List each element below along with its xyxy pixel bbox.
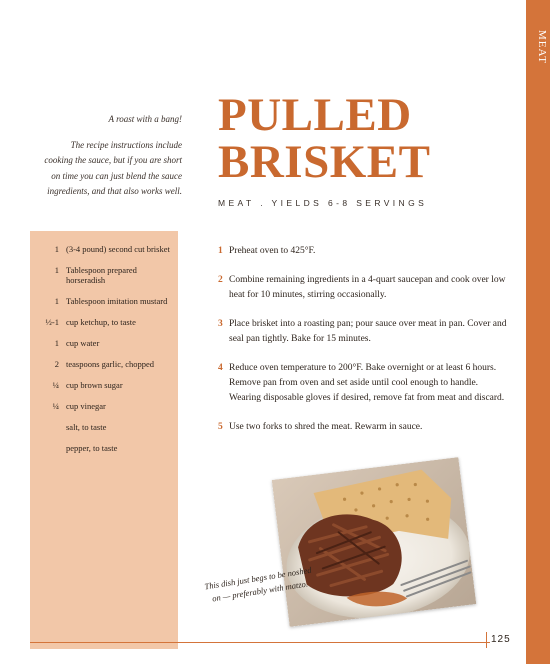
step-text: Reduce oven temperature to 200°F. Bake overnight or at least 6 hours. Remove pan from oven and set aside until cool enough to handle. Wearing disposable gloves if desired, remove fat from meat and discard.: [229, 363, 505, 403]
ingredient-text: cup vinegar: [66, 401, 106, 411]
intro-tagline: A roast with a bang!: [108, 114, 182, 124]
step-text: Use two forks to shred the meat. Rewarm in sauce.: [229, 422, 423, 432]
photo-caption: This dish just begs to be noshed on — preferably with matzo.: [203, 564, 313, 604]
ingredient-text: cup water: [66, 338, 100, 348]
title-line-1: PULLED: [218, 89, 412, 141]
ingredient-qty: [36, 443, 66, 453]
ingredient-item: [36, 265, 176, 285]
ingredient-text: cup ketchup, to taste: [66, 317, 136, 327]
ingredient-qty: ½-1: [45, 317, 59, 327]
intro-note: The recipe instructions include cooking the sauce, but if you are short on time you can just blend the sauce ingredients, and that also works well.: [44, 139, 182, 196]
ingredient-qty: ¼: [52, 401, 59, 411]
ingredient-item: [36, 338, 176, 348]
ingredient-item: [36, 380, 176, 390]
step-text: Preheat oven to 425°F.: [229, 246, 316, 256]
section-tab: [526, 0, 550, 664]
ingredient-qty: 1: [54, 338, 59, 348]
step-item: [218, 273, 508, 303]
ingredient-text: Tablespoon imitation mustard: [66, 296, 168, 306]
ingredient-text: salt, to taste: [66, 422, 107, 432]
ingredient-text: pepper, to taste: [66, 443, 118, 453]
ingredient-text: teaspoons garlic, chopped: [66, 359, 155, 369]
ingredient-item: [36, 244, 176, 254]
ingredient-qty: 1: [54, 265, 59, 275]
step-item: [218, 317, 508, 347]
recipe-intro: [40, 112, 182, 210]
footer-rule: [30, 642, 490, 643]
page-number: 125: [491, 634, 511, 645]
brisket-photo: [272, 457, 477, 627]
ingredients-list: [36, 244, 176, 464]
ingredient-qty: [36, 422, 66, 432]
step-number: 5: [218, 422, 223, 432]
ingredient-item: [36, 422, 176, 432]
ingredient-qty: 1: [54, 296, 59, 306]
step-number: 3: [218, 319, 223, 329]
ingredient-item: [36, 359, 176, 369]
ingredient-text: cup brown sugar: [66, 380, 123, 390]
title-line-2: BRISKET: [218, 136, 431, 188]
step-text: Place brisket into a roasting pan; pour sauce over meat in pan. Cover and seal pan tightly. Bake for 15 minutes.: [229, 319, 507, 344]
ingredient-qty: 2: [54, 359, 59, 369]
step-number: 1: [218, 246, 223, 256]
step-item: [218, 244, 508, 259]
recipe-subtitle: MEAT . YIELDS 6-8 SERVINGS: [218, 198, 428, 208]
step-item: [218, 361, 508, 406]
step-item: [218, 420, 508, 435]
ingredient-item: [36, 296, 176, 306]
step-number: 2: [218, 275, 223, 285]
ingredient-qty: ¼: [52, 380, 59, 390]
section-tab-label: MEAT: [536, 30, 548, 64]
recipe-title: [218, 89, 431, 188]
ingredient-qty: 1: [54, 244, 59, 254]
ingredient-text: (3-4 pound) second cut brisket: [66, 244, 170, 254]
ingredient-text: Tablespoon prepared horseradish: [66, 265, 137, 285]
recipe-steps: [218, 244, 508, 449]
step-text: Combine remaining ingredients in a 4-quart saucepan and cook over low heat for 10 minutes, stirring occasionally.: [229, 275, 506, 300]
ingredient-item: [36, 401, 176, 411]
step-number: 4: [218, 363, 223, 373]
ingredient-item: [36, 443, 176, 453]
ingredient-item: [36, 317, 176, 327]
footer-divider: [486, 632, 487, 648]
